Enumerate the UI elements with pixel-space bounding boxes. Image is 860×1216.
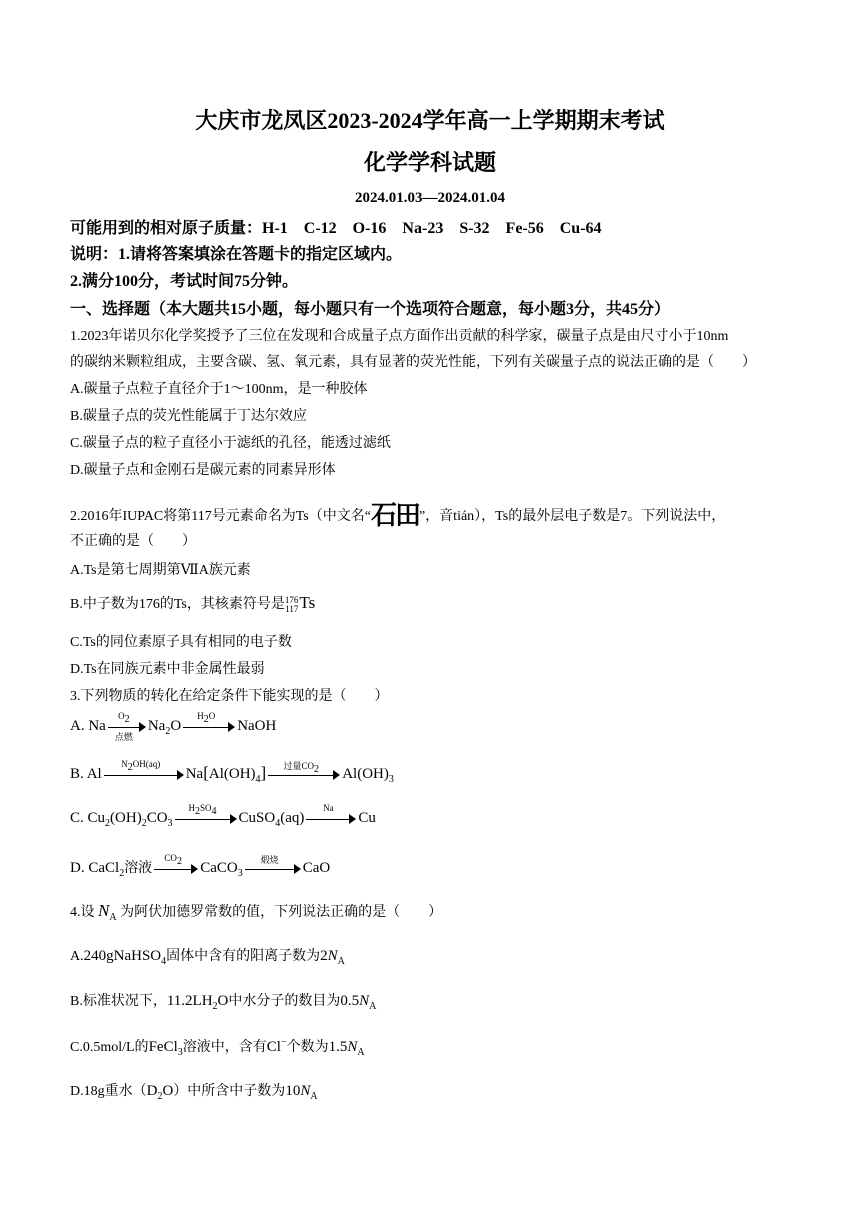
q1-option-c: C.碳量子点的粒子直径小于滤纸的孔径，能透过滤纸	[70, 436, 391, 451]
reaction-arrow: $H_2SO_4$	[175, 812, 237, 826]
q2-stem-line2: 不正确的是（ ）	[70, 534, 196, 549]
q1-stem-line2: 的碳纳米颗粒组成，主要含碳、氢、氧元素，具有显著的荧光性能，下列有关碳量子点的说法正确的是（ ）	[70, 355, 756, 370]
reaction-arrow: $N_2OH(aq)$	[104, 768, 184, 782]
q2-stem-line1: 2.2016年IUPAC将第117号元素命名为Ts（中文名“石田”，音tián），Ts的最外层电子数是7。下列说法中，	[70, 495, 725, 532]
section-heading: 一、选择题（本大题共15小题，每小题只有一个选项符合题意，每小题3分，共45分）	[70, 301, 671, 318]
q1-option-b: B.碳量子点的荧光性能属于丁达尔效应	[70, 409, 307, 424]
q3-option-a: A. Na $O_2$ 点燃 $Na_2O$ $H_2O$ NaOH	[70, 710, 277, 742]
q4-stem: 4.设 $N_A$ 为阿伏加德罗常数的值，下列说法正确的是（ ）	[70, 901, 443, 923]
q3-option-b: B. Al $N_2OH(aq)$ $Na[Al(OH)_4]$ 过量$CO_2$ $Al(OH)_3$	[70, 758, 394, 785]
instruction-2: 2.满分100分，考试时间75分钟。	[70, 273, 299, 290]
reaction-arrow: $H_2O$	[183, 720, 235, 734]
q4-option-d: D.18g重水$(D_2O)$中所含中子数为$10N_A$	[70, 1083, 318, 1102]
q2-option-a: A.Ts是第七周期第ⅦA族元素	[70, 563, 251, 578]
q2-option-d: D.Ts在同族元素中非金属性最弱	[70, 662, 265, 677]
reaction-arrow: 过量$CO_2$	[268, 768, 340, 782]
exam-title: 大庆市龙凤区2023-2024学年高一上学期期末考试	[195, 108, 665, 133]
reaction-arrow: $O_2$ 点燃	[108, 720, 146, 734]
q4-option-a: A.240gNaHSO$_4$固体中含有的阳离子数为$2N_A$	[70, 948, 345, 967]
q1-stem-line1: 1.2023年诺贝尔化学奖授予了三位在发现和合成量子点方面作出贡献的科学家，碳量子点是由尺寸小于10nm	[70, 329, 729, 344]
q1-option-a: A.碳量子点粒子直径介于1～100nm，是一种胶体	[70, 382, 368, 397]
q1-option-d: D.碳量子点和金刚石是碳元素的同素异形体	[70, 463, 336, 478]
q2-option-c: C.Ts的同位素原子具有相同的电子数	[70, 635, 292, 650]
q4-option-b: B.标准状况下，$11.2LH_2O$中水分子的数目为$0.5N_A$	[70, 993, 377, 1012]
q3-option-c: C. $Cu_2(OH)_2CO_3$ $H_2SO_4$ CuSO$_4$(aq) Na Cu	[70, 802, 376, 829]
reaction-arrow: Na	[306, 812, 356, 826]
exam-date: 2024.01.03—2024.01.04	[355, 190, 505, 206]
reaction-arrow: 煅烧	[245, 862, 301, 876]
q4-option-c: C.0.5mol/L的FeCl$_3$溶液中，含有Cl−个数为$1.5N_A$	[70, 1037, 365, 1058]
nuclide-notation: 176 117	[284, 594, 299, 614]
instruction-1: 说明：1.请将答案填涂在答题卡的指定区域内。	[70, 246, 403, 263]
q3-option-d: D. CaCl$_2$溶液 $CO_2$ CaCO$_3$ 煅烧 CaO	[70, 852, 331, 879]
exam-subtitle: 化学学科试题	[363, 150, 496, 175]
q2-option-b: B.中子数为176的Ts，其核素符号是176 117Ts	[70, 593, 316, 614]
q3-stem: 3.下列物质的转化在给定条件下能实现的是（ ）	[70, 689, 389, 704]
atomic-masses: 可能用到的相对原子质量：H-1 C-12 O-16 Na-23 S-32 Fe-56 Cu-64	[70, 220, 602, 237]
ts-chinese-character: 石田	[370, 501, 419, 530]
reaction-arrow: $CO_2$	[154, 862, 198, 876]
